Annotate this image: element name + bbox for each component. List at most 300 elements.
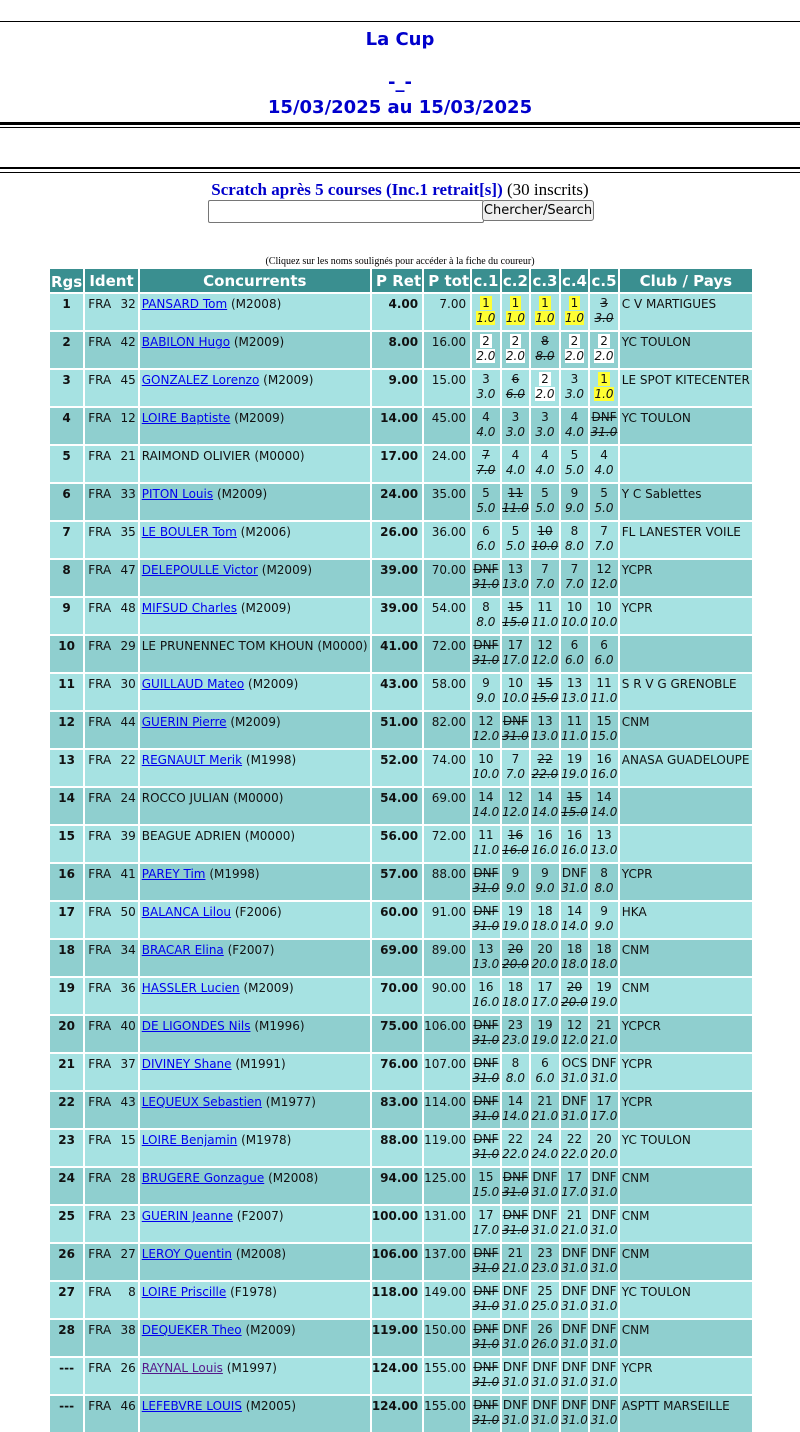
race-points: 23.0	[502, 1033, 529, 1047]
race-points: 11.0	[561, 729, 588, 743]
race-points: 11.0	[590, 691, 618, 705]
competitor-link[interactable]: BRACAR Elina	[141, 943, 224, 957]
competitor-name: RAIMOND OLIVIER	[141, 449, 251, 463]
summary-count: (30 inscrits)	[507, 180, 589, 199]
race-rank: 16	[537, 828, 553, 842]
pret-cell	[372, 1090, 424, 1128]
competitor-cell	[140, 900, 372, 938]
total-points: 125.00	[424, 1171, 467, 1185]
race-rank: 16	[478, 980, 494, 994]
total-points: 88.00	[431, 867, 467, 881]
race-points: 17.0	[531, 995, 559, 1009]
table-row	[50, 1014, 754, 1052]
race-rank: 1	[600, 372, 608, 386]
competitor-link[interactable]: RAYNAL Louis	[141, 1361, 223, 1375]
competitor-link[interactable]: MIFSUD Charles	[141, 601, 238, 615]
race-rank: 17	[507, 638, 524, 652]
club-cell	[620, 292, 754, 330]
race-rank: 13	[566, 676, 583, 690]
competitor-link[interactable]: GUERIN Pierre	[141, 715, 227, 729]
race-rank: DNF	[502, 1322, 528, 1336]
race-points: 11.0	[502, 501, 529, 515]
race-points: 31.0	[531, 1223, 559, 1237]
race-points: 4.0	[476, 425, 496, 439]
category: (M1998)	[245, 753, 297, 767]
sail-number: 22	[120, 753, 136, 767]
race-points: 31.0	[590, 1223, 618, 1237]
sail-number: 24	[120, 791, 136, 805]
race-rank: DNF	[473, 1284, 499, 1298]
club-name: ANASA GUADELOUPE	[621, 753, 750, 767]
category: (M2008)	[268, 1171, 319, 1185]
ident-cell	[85, 368, 140, 406]
race-rank: 17	[537, 980, 553, 994]
club-name: CNM	[621, 1209, 650, 1223]
race-cell	[590, 786, 620, 824]
race-cell	[590, 482, 620, 520]
competitor-cell	[140, 862, 372, 900]
club-cell	[620, 710, 754, 748]
rank-cell: 11	[50, 672, 85, 710]
ident-cell	[85, 520, 140, 558]
table-row	[50, 1166, 754, 1204]
race-rank: 3	[541, 410, 549, 424]
race-rank: DNF	[473, 638, 499, 652]
race-points: 19.0	[590, 995, 618, 1009]
competitor-link[interactable]: BRUGERE Gonzague	[141, 1171, 265, 1185]
race-rank: 8	[570, 524, 579, 538]
competitor-link[interactable]: LOIRE Priscille	[141, 1285, 227, 1299]
race-cell	[561, 1128, 591, 1166]
pret-cell	[372, 330, 424, 368]
race-points: 16.0	[590, 767, 618, 781]
race-cell	[561, 862, 591, 900]
ident-cell	[85, 976, 140, 1014]
race-points: 15.0	[531, 691, 559, 705]
race-cell	[472, 1014, 502, 1052]
competitor-link[interactable]: LE BOULER Tom	[141, 525, 237, 539]
pret-cell	[372, 1356, 424, 1394]
race-points: 31.0	[561, 1109, 588, 1123]
club-name: CNM	[621, 1171, 650, 1185]
competitor-link[interactable]: DELEPOULLE Victor	[141, 563, 258, 577]
category: (M2009)	[248, 677, 299, 691]
rank-cell: 9	[50, 596, 85, 634]
table-row	[50, 1394, 754, 1432]
rank-cell: 18	[50, 938, 85, 976]
race-rank: 26	[537, 1322, 553, 1336]
race-cell	[531, 1090, 561, 1128]
race-points: 8.0	[594, 881, 614, 895]
race-rank: 10	[478, 752, 494, 766]
ptot-cell	[424, 1242, 472, 1280]
competitor-cell	[140, 1204, 372, 1242]
total-points: 72.00	[431, 829, 467, 843]
pret-cell	[372, 406, 424, 444]
race-points: 31.0	[561, 1261, 588, 1275]
race-cell	[590, 1204, 620, 1242]
col-race2-header: c.2	[502, 269, 532, 292]
sail-number: 35	[120, 525, 136, 539]
competitor-link[interactable]: PANSARD Tom	[141, 297, 228, 311]
competitor-cell	[140, 1280, 372, 1318]
race-rank: DNF	[591, 1056, 617, 1070]
race-cell	[472, 1128, 502, 1166]
nationality: FRA	[88, 981, 112, 995]
ptot-cell	[424, 368, 472, 406]
competitor-link[interactable]: DEQUEKER Theo	[141, 1323, 242, 1337]
competitor-cell	[140, 482, 372, 520]
club-cell	[620, 672, 754, 710]
race-rank: 10	[566, 600, 583, 614]
competitor-link[interactable]: LEQUEUX Sebastien	[141, 1095, 262, 1109]
race-cell	[590, 1318, 620, 1356]
race-points: 14.0	[472, 805, 500, 819]
col-competitors-header: Concurrents	[140, 269, 372, 292]
category: (M2009)	[230, 715, 281, 729]
race-cell	[472, 558, 502, 596]
race-cell	[531, 444, 561, 482]
race-rank: 10	[596, 600, 612, 614]
race-cell	[502, 596, 532, 634]
ident-cell	[85, 862, 140, 900]
category: (F2006)	[234, 905, 282, 919]
search-button[interactable]: Chercher/Search	[482, 200, 594, 221]
race-cell	[561, 786, 591, 824]
race-rank: 15	[537, 676, 553, 690]
race-points: 3.0	[535, 425, 555, 439]
total-points: 82.00	[431, 715, 467, 729]
net-points: 75.00	[380, 1019, 419, 1033]
ident-cell	[85, 1394, 140, 1432]
race-cell	[472, 292, 502, 330]
title-separator: -_-	[388, 72, 412, 93]
race-cell	[531, 520, 561, 558]
race-points: 14.0	[590, 805, 618, 819]
race-cell	[590, 862, 620, 900]
race-rank: 16	[566, 828, 583, 842]
race-rank: 21	[507, 1246, 524, 1260]
race-cell	[590, 368, 620, 406]
race-points: 13.0	[472, 957, 500, 971]
competitor-link[interactable]: REGNAULT Merik	[141, 753, 243, 767]
club-name: CNM	[621, 1247, 650, 1261]
race-rank: 19	[596, 980, 612, 994]
competitor-link[interactable]: PITON Louis	[141, 487, 214, 501]
ptot-cell	[424, 976, 472, 1014]
competitor-name: ROCCO JULIAN	[141, 791, 230, 805]
race-points: 31.0	[561, 1299, 588, 1313]
nationality: FRA	[88, 943, 112, 957]
race-cell	[561, 558, 591, 596]
ident-cell	[85, 1128, 140, 1166]
pret-cell	[372, 672, 424, 710]
club-cell	[620, 748, 754, 786]
race-points: 31.0	[472, 1147, 500, 1161]
race-cell	[561, 634, 591, 672]
race-points: 31.0	[561, 1413, 588, 1427]
race-rank: 22	[507, 1132, 524, 1146]
club-cell	[620, 938, 754, 976]
race-rank: DNF	[502, 1170, 528, 1184]
race-rank: 19	[537, 1018, 553, 1032]
race-points: 6.0	[564, 653, 585, 667]
pret-cell	[372, 368, 424, 406]
nationality: FRA	[88, 715, 112, 729]
race-points: 1.0	[564, 311, 585, 325]
race-points: 31.0	[561, 1071, 588, 1085]
rank-cell: 27	[50, 1280, 85, 1318]
race-rank: 9	[482, 676, 490, 690]
race-cell	[590, 558, 620, 596]
ident-cell	[85, 672, 140, 710]
nationality: FRA	[88, 373, 112, 387]
competitor-link[interactable]: LEROY Quentin	[141, 1247, 232, 1261]
race-cell	[472, 596, 502, 634]
race-rank: 2	[570, 334, 579, 348]
rank-cell: 6	[50, 482, 85, 520]
race-points: 31.0	[590, 1071, 618, 1085]
table-row	[50, 596, 754, 634]
race-cell	[531, 748, 561, 786]
pret-cell	[372, 1394, 424, 1432]
table-row	[50, 634, 754, 672]
competitor-link[interactable]: LOIRE Baptiste	[141, 411, 231, 425]
competitor-link[interactable]: GONZALEZ Lorenzo	[141, 373, 260, 387]
col-race5-header: c.5	[590, 269, 620, 292]
race-rank: 13	[537, 714, 553, 728]
race-cell	[531, 1394, 561, 1432]
race-rank: OCS	[561, 1056, 588, 1070]
race-points: 6.0	[505, 387, 525, 401]
race-points: 15.0	[590, 729, 618, 743]
competitor-cell	[140, 368, 372, 406]
competitor-cell	[140, 1318, 372, 1356]
race-rank: 11	[478, 828, 494, 842]
club-cell	[620, 976, 754, 1014]
race-rank: 14	[478, 790, 494, 804]
race-rank: 1	[482, 296, 490, 310]
competitor-name: BEAGUE ADRIEN	[141, 829, 241, 843]
race-cell	[472, 634, 502, 672]
category: (M1978)	[241, 1133, 292, 1147]
nationality: FRA	[88, 677, 112, 691]
race-points: 7.0	[564, 577, 585, 591]
nationality: FRA	[88, 639, 112, 653]
race-cell	[502, 1052, 532, 1090]
net-points: 88.00	[380, 1133, 419, 1147]
table-row	[50, 368, 754, 406]
nationality: FRA	[88, 1095, 112, 1109]
race-points: 31.0	[561, 881, 588, 895]
club-name: YC TOULON	[621, 1133, 691, 1147]
race-points: 31.0	[502, 1413, 529, 1427]
race-cell	[561, 1052, 591, 1090]
ident-cell	[85, 824, 140, 862]
club-cell	[620, 1280, 754, 1318]
search-input[interactable]	[208, 200, 484, 223]
sail-number: 32	[120, 297, 136, 311]
race-rank: 25	[537, 1284, 553, 1298]
competitor-cell	[140, 634, 372, 672]
pret-cell	[372, 634, 424, 672]
race-points: 20.0	[561, 995, 588, 1009]
race-cell	[531, 710, 561, 748]
sail-number: 34	[120, 943, 136, 957]
race-points: 21.0	[561, 1223, 588, 1237]
race-cell	[502, 444, 532, 482]
top-rule	[0, 21, 800, 22]
pret-cell	[372, 1128, 424, 1166]
race-rank: DNF	[473, 904, 499, 918]
rank-cell: 28	[50, 1318, 85, 1356]
race-cell	[502, 1318, 532, 1356]
sail-number: 15	[120, 1133, 136, 1147]
net-points: 14.00	[380, 411, 419, 425]
category: (M2006)	[240, 525, 291, 539]
race-cell	[472, 900, 502, 938]
competitor-link[interactable]: DE LIGONDES Nils	[141, 1019, 251, 1033]
total-points: 54.00	[431, 601, 467, 615]
competitor-link[interactable]: GUERIN Jeanne	[141, 1209, 233, 1223]
ident-cell	[85, 748, 140, 786]
ptot-cell	[424, 520, 472, 558]
race-points: 2.0	[476, 349, 496, 363]
ident-cell	[85, 710, 140, 748]
race-cell	[472, 406, 502, 444]
ident-cell	[85, 900, 140, 938]
race-cell	[502, 1128, 532, 1166]
club-cell	[620, 1166, 754, 1204]
competitor-link[interactable]: BALANCA Lilou	[141, 905, 232, 919]
pret-cell	[372, 444, 424, 482]
race-cell	[472, 1052, 502, 1090]
competitor-link[interactable]: LOIRE Benjamin	[141, 1133, 238, 1147]
race-rank: 14	[537, 790, 553, 804]
competitor-link[interactable]: HASSLER Lucien	[141, 981, 240, 995]
race-rank: 17	[596, 1094, 612, 1108]
race-points: 11.0	[531, 615, 559, 629]
club-cell	[620, 1318, 754, 1356]
competitor-cell	[140, 1166, 372, 1204]
race-points: 9.0	[476, 691, 496, 705]
race-points: 31.0	[472, 919, 500, 933]
table-row	[50, 520, 754, 558]
pret-cell	[372, 1242, 424, 1280]
competitor-link[interactable]: DIVINEY Shane	[141, 1057, 232, 1071]
race-points: 10.0	[561, 615, 588, 629]
sail-number: 39	[120, 829, 136, 843]
race-rank: 3	[570, 372, 579, 386]
race-rank: 17	[566, 1170, 583, 1184]
race-rank: 23	[537, 1246, 553, 1260]
net-points: 8.00	[388, 335, 419, 349]
sail-number: 38	[120, 1323, 136, 1337]
race-points: 8.0	[564, 539, 585, 553]
table-row	[50, 1242, 754, 1280]
competitor-link[interactable]: LEFEBVRE LOUIS	[141, 1399, 242, 1413]
race-rank: DNF	[591, 1208, 617, 1222]
rank-cell: 21	[50, 1052, 85, 1090]
race-cell	[590, 406, 620, 444]
race-cell	[590, 1090, 620, 1128]
race-cell	[502, 368, 532, 406]
club-name: FL LANESTER VOILE	[621, 525, 741, 539]
ptot-cell	[424, 748, 472, 786]
table-row	[50, 1356, 754, 1394]
race-cell	[590, 1242, 620, 1280]
race-rank: 15	[596, 714, 612, 728]
race-rank: 1	[570, 296, 579, 310]
rank-cell: 15	[50, 824, 85, 862]
race-points: 14.0	[502, 1109, 529, 1123]
race-cell	[531, 672, 561, 710]
regatta-dates: 15/03/2025 au 15/03/2025	[267, 97, 533, 118]
race-rank: DNF	[561, 1094, 588, 1108]
race-cell	[502, 710, 532, 748]
total-points: 149.00	[424, 1285, 467, 1299]
race-points: 19.0	[502, 919, 529, 933]
sail-number: 43	[120, 1095, 136, 1109]
race-points: 31.0	[590, 1261, 618, 1275]
club-cell	[620, 786, 754, 824]
race-rank: DNF	[591, 1322, 617, 1336]
race-points: 8.0	[505, 1071, 525, 1085]
ptot-cell	[424, 292, 472, 330]
race-cell	[531, 292, 561, 330]
total-points: 58.00	[431, 677, 467, 691]
race-cell	[561, 1356, 591, 1394]
ptot-cell	[424, 1394, 472, 1432]
race-rank: 9	[511, 866, 520, 880]
club-name: YC TOULON	[621, 1285, 691, 1299]
race-rank: DNF	[532, 1170, 558, 1184]
ident-cell	[85, 406, 140, 444]
competitor-link[interactable]: PAREY Tim	[141, 867, 206, 881]
race-rank: 1	[541, 296, 549, 310]
race-cell	[590, 330, 620, 368]
race-cell	[561, 710, 591, 748]
race-points: 31.0	[472, 577, 500, 591]
competitor-link[interactable]: GUILLAUD Mateo	[141, 677, 245, 691]
category: (M0000)	[317, 639, 368, 653]
race-points: 31.0	[472, 881, 500, 895]
net-points: 41.00	[380, 639, 419, 653]
race-points: 31.0	[472, 1337, 500, 1351]
category: (M2009)	[263, 373, 314, 387]
race-rank: 5	[600, 486, 608, 500]
race-cell	[561, 292, 591, 330]
race-rank: 12	[507, 790, 524, 804]
race-cell	[502, 938, 532, 976]
race-rank: DNF	[473, 1056, 499, 1070]
category: (M2005)	[245, 1399, 297, 1413]
rank-cell: 5	[50, 444, 85, 482]
race-cell	[590, 1052, 620, 1090]
race-rank: 21	[566, 1208, 583, 1222]
sail-number: 27	[120, 1247, 136, 1261]
nationality: FRA	[88, 829, 112, 843]
race-points: 17.0	[502, 653, 529, 667]
race-rank: DNF	[561, 1284, 588, 1298]
race-rank: 18	[537, 904, 553, 918]
competitor-link[interactable]: BABILON Hugo	[141, 335, 231, 349]
pret-cell	[372, 292, 424, 330]
race-rank: 22	[566, 1132, 583, 1146]
club-cell	[620, 558, 754, 596]
race-points: 23.0	[531, 1261, 559, 1275]
total-points: 45.00	[431, 411, 467, 425]
